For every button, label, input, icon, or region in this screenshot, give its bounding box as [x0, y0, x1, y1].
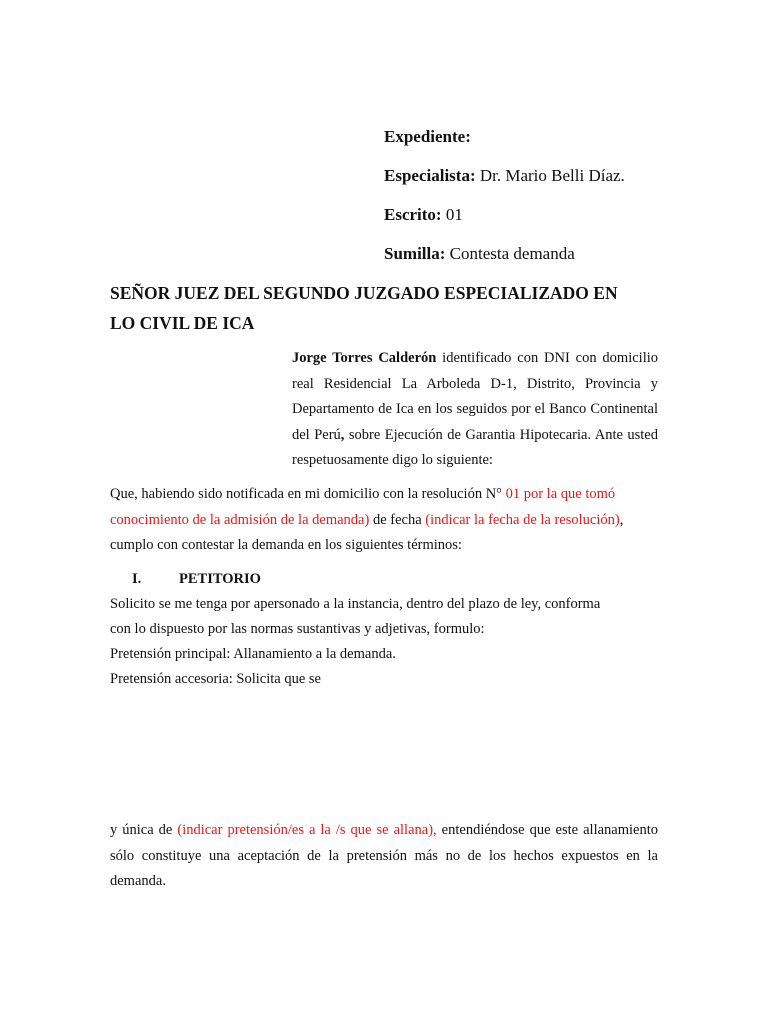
section-number: I.: [132, 571, 142, 587]
para1-placeholder-resolution: 01 por la que tomó conocimiento de la admisión de la demanda): [110, 486, 616, 528]
document-title: [110, 278, 670, 338]
especialista-label: Especialista:: [384, 166, 476, 185]
petitorio-line-2: con lo dispuesto por las normas sustantivas y adjetivas, formulo:: [110, 621, 485, 637]
para2-text-b: entendiéndose que este allanamiento sólo constituye una aceptación de la pretensión más no de los hechos expuestos en la demanda.: [110, 822, 658, 889]
section-heading-petitorio: [132, 568, 261, 590]
sumilla-line: [384, 241, 744, 280]
expediente-label: Expediente:: [384, 127, 471, 146]
petitorio-line-1: Solicito se me tenga por apersonado a la instancia, dentro del plazo de ley, conforma: [110, 596, 601, 612]
sumilla-label: Sumilla:: [384, 244, 446, 263]
escrito-value: 01: [445, 205, 463, 224]
para1-text-a: Que, habiendo sido notificada en mi domicilio con la resolución N°: [110, 486, 506, 502]
party-name: Jorge Torres Calderón: [292, 350, 437, 366]
para1-placeholder-date: (indicar la fecha de la resolución): [425, 511, 620, 528]
para1-text-b: de fecha: [369, 511, 426, 528]
escrito-line: [384, 202, 744, 241]
para2-placeholder-pretension: (indicar pretensión/es a la /s que se allana),: [177, 822, 437, 838]
notification-paragraph: [110, 482, 658, 559]
intro-comma: ,: [340, 426, 345, 443]
para2-text-a: y única de: [110, 822, 178, 838]
especialista-line: [384, 163, 744, 202]
intro-paragraph: [292, 346, 658, 474]
expediente-line: [384, 124, 744, 163]
section-title: PETITORIO: [179, 571, 261, 587]
pretension-accesoria: Pretensión accesoria: Solicita que se: [110, 671, 321, 687]
escrito-label: Escrito:: [384, 205, 442, 224]
allanamiento-paragraph: [110, 818, 658, 895]
petitorio-body: [110, 592, 660, 692]
pretension-principal: Pretensión principal: Allanamiento a la demanda.: [110, 646, 396, 662]
title-line-2: LO CIVIL DE ICA: [110, 313, 255, 333]
especialista-value: Dr. Mario Belli Díaz.: [479, 166, 625, 185]
title-line-1: SEÑOR JUEZ DEL SEGUNDO JUZGADO ESPECIALIZADO EN: [110, 283, 618, 303]
intro-text-b: sobre Ejecución de Garantia Hipotecaria. Ante usted respetuosamente digo lo siguiente:: [292, 426, 658, 468]
para1-text-c: , cumplo con contestar la demanda en los siguientes términos:: [110, 511, 624, 553]
case-header: [384, 124, 744, 280]
sumilla-value: Contesta demanda: [449, 244, 575, 263]
intro-text-a: identificado con DNI con domicilio real Residencial La Arboleda D-1, Distrito, Provincia y Departamento de Ica en los seguidos por el Banco Continental del Perú: [292, 350, 658, 443]
